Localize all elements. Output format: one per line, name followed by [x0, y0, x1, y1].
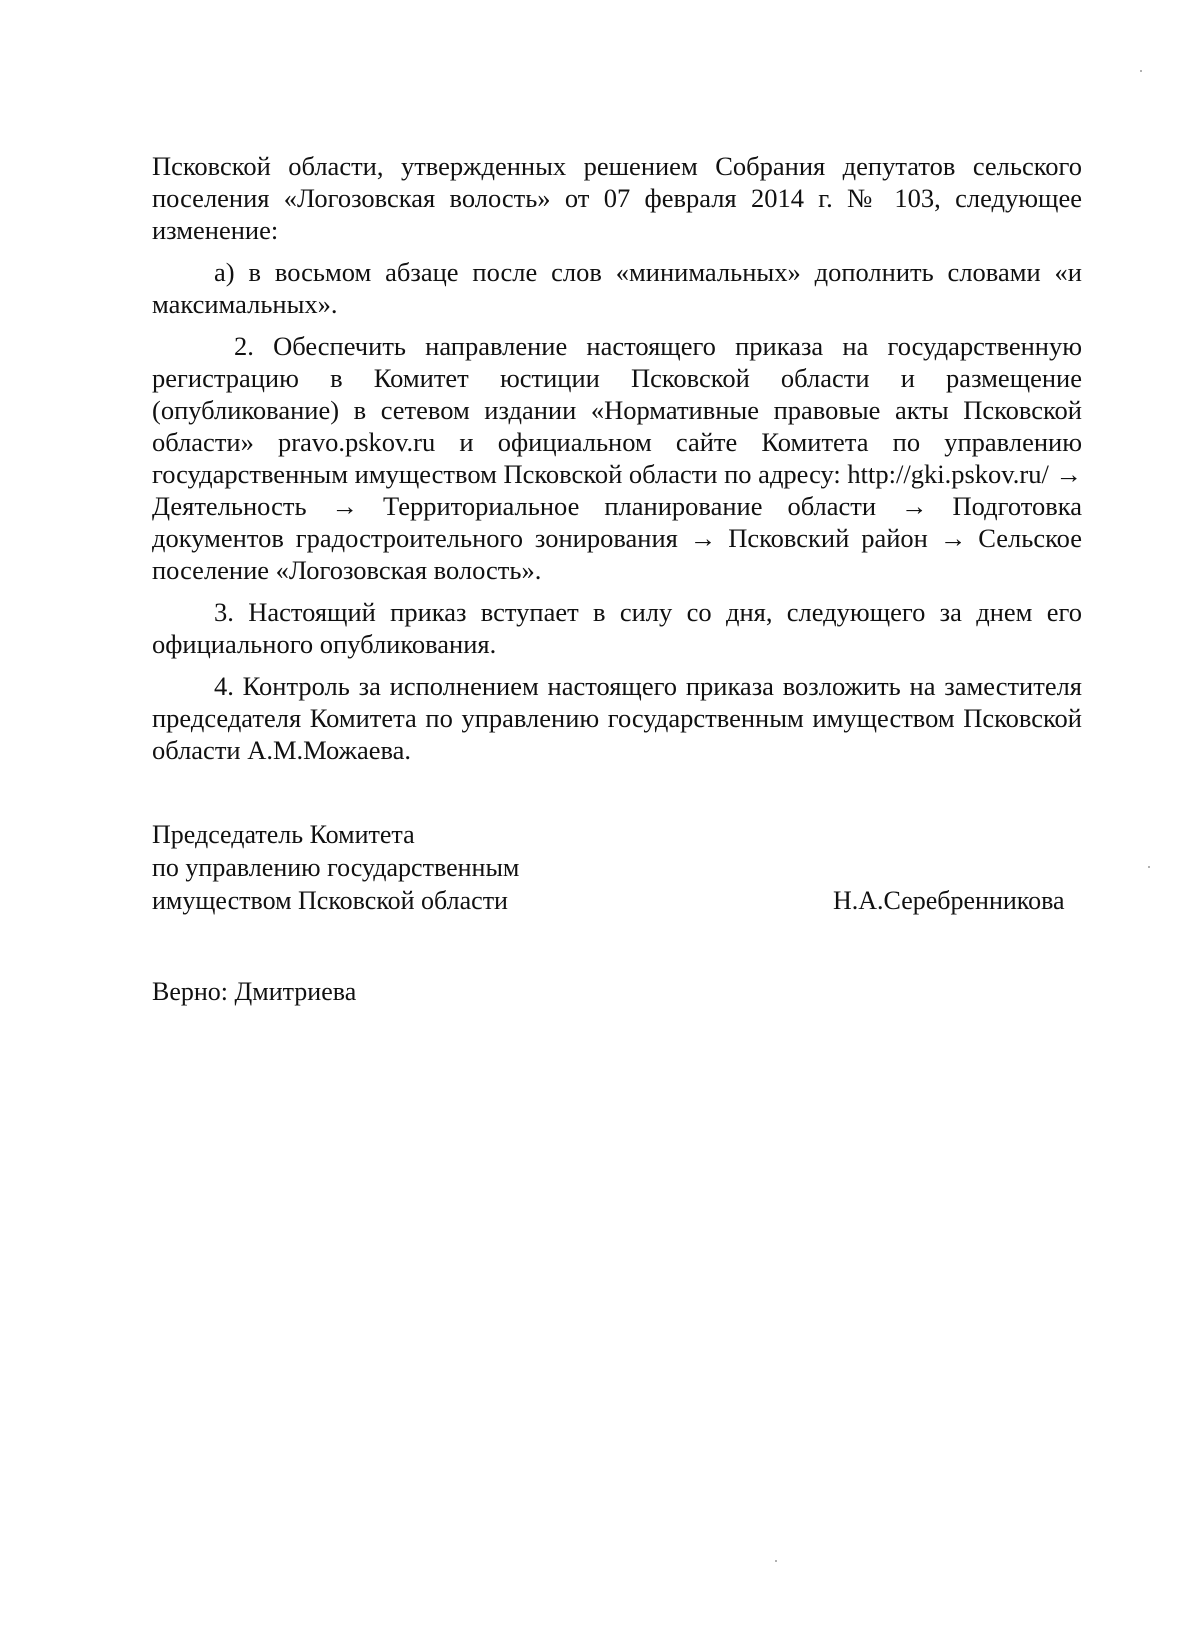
paragraph-item-3: 3. Настоящий приказ вступает в силу со дня, следующего за днем его официального опубликования.: [152, 597, 1082, 659]
signature-title-line: Председатель Комитета: [152, 820, 415, 849]
verification-note: Верно: Дмитриева: [152, 977, 357, 1006]
signatory-name: Н.А.Серебренникова: [833, 886, 1065, 915]
scan-speck: [1140, 70, 1142, 72]
paragraph-item-4: 4. Контроль за исполнением настоящего приказа возложить на заместителя председателя Комитета по управлению государственным имуществом Псковской области А.М.Можаева.: [152, 671, 1082, 765]
scan-speck: [775, 1560, 777, 1562]
document-body: [152, 150, 1082, 776]
paragraph-amendment-a: а) в восьмом абзаце после слов «минимальных» дополнить словами «и максимальных».: [152, 257, 1082, 319]
signature-title-line: имуществом Псковской области: [152, 886, 508, 915]
signature-title-line: по управлению государственным: [152, 853, 520, 882]
paragraph-item-2: 2. Обеспечить направление настоящего приказа на государственную регистрацию в Комитет юстиции Псковской области и размещение (опубликование) в сетевом издании «Нормативные правовые акты Псковской области» pravo.pskov.ru и официальном сайте Комитета по управлению государственным имуществом Псковской области по адресу: http://gki.pskov.ru/ → Деятельность → Территориальное планирование области → Подготовка документов градостроительного зонирования → Псковский район → Сельское поселение «Логозовская волость».: [152, 331, 1082, 585]
paragraph-amendment-intro: Псковской области, утвержденных решением Собрания депутатов сельского поселения «Логозовская волость» от 07 февраля 2014 г. № 103, следующее изменение:: [152, 151, 1082, 245]
scan-speck: [1148, 866, 1150, 868]
